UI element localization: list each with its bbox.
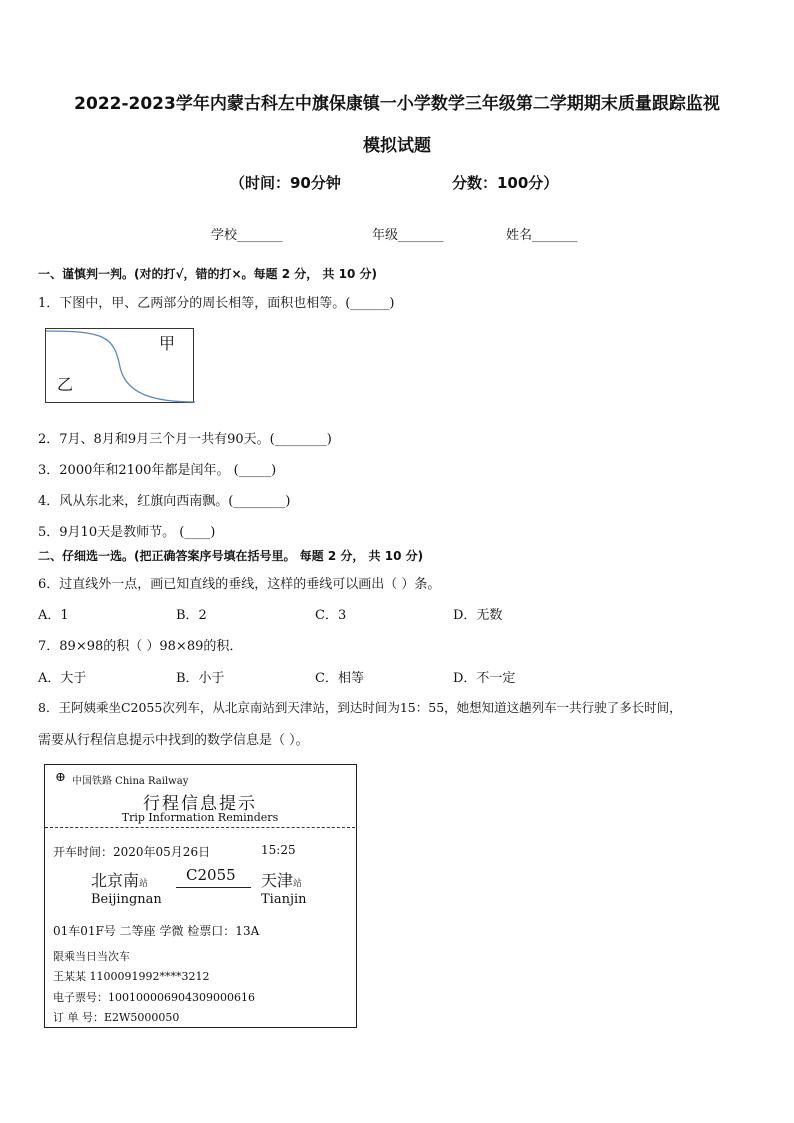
- school-field: 学校_______: [211, 228, 283, 243]
- ticket-title-en: Trip Information Reminders: [121, 811, 279, 824]
- question-1: 1．下图中，甲、乙两部分的周长相等，面积也相等。(______): [38, 296, 395, 311]
- q7-option-d: D．不一定: [453, 671, 516, 686]
- q7-option-b: B．小于: [176, 671, 225, 686]
- question-6: 6．过直线外一点，画已知直线的垂线，这样的垂线可以画出（ ）条。: [38, 577, 441, 592]
- seat-info: 01车01F号 二等座 学微 检票口：13A: [53, 924, 260, 938]
- passenger-info: 王某某 1100091992****3212: [53, 970, 210, 983]
- train-number: C2055: [186, 866, 236, 884]
- q7-option-a: A．大于: [38, 671, 87, 686]
- depart-date: 开车时间：2020年05月26日: [53, 845, 211, 859]
- section1-heading: 一、谨慎判一判。(对的打√，错的打×。每题 2 分， 共 10 分): [38, 267, 377, 281]
- question-3: 3．2000年和2100年都是闰年。 (_____): [38, 463, 277, 478]
- exam-time: （时间：90分钟: [230, 174, 341, 192]
- from-station-suffix: 站: [139, 879, 149, 889]
- from-station-en: Beijingnan: [91, 892, 162, 907]
- q7-option-c: C．相等: [315, 671, 364, 686]
- to-station-suffix: 站: [293, 879, 303, 889]
- page-title-line2: 模拟试题: [363, 136, 431, 156]
- question-5: 5．9月10天是教师节。 (____): [38, 525, 216, 540]
- order-number: 订 单 号：E2W5000050: [53, 1011, 180, 1024]
- section2-heading: 二、仔细选一选。(把正确答案序号填在括号里。 每题 2 分， 共 10 分): [38, 549, 424, 563]
- page-title-line1: 2022-2023学年内蒙古科左中旗保康镇一小学数学三年级第二学期期末质量跟踪监视: [74, 94, 720, 114]
- label-yi: 乙: [57, 375, 74, 394]
- question-2: 2．7月、8月和9月三个月一共有90天。(________): [38, 432, 332, 447]
- q6-option-d: D．无数: [453, 608, 503, 623]
- q6-option-b: B．2: [176, 608, 207, 623]
- ticket-limit: 限乘当日当次车: [53, 950, 130, 963]
- to-station-name: 天津: [261, 871, 294, 890]
- train-underline: [176, 887, 251, 888]
- question-8-line2: 需要从行程信息提示中找到的数学信息是（ ）。: [38, 733, 309, 748]
- exam-score: 分数：100分）: [452, 174, 559, 192]
- q6-option-a: A．1: [38, 608, 69, 623]
- question-8-line1: 8．王阿姨乘坐C2055次列车，从北京南站到天津站，到达时间为15：55，她想知道这趟列车一共行驶了多长时间，: [38, 700, 682, 715]
- railway-logo-icon: ⊕: [55, 770, 66, 785]
- name-field: 姓名_______: [506, 228, 578, 243]
- question-7: 7．89×98的积（ ）98×89的积．: [38, 639, 243, 654]
- railway-logo-text: 中国铁路 China Railway: [72, 776, 189, 787]
- question1-figure: [45, 328, 194, 403]
- depart-time: 15:25: [261, 843, 296, 857]
- to-station-en: Tianjin: [261, 892, 307, 907]
- question-4: 4．风从东北来，红旗向西南飘。(________): [38, 494, 291, 509]
- trip-ticket: [44, 764, 357, 1028]
- from-station: [91, 868, 148, 891]
- ticket-title-cn: 行程信息提示: [143, 794, 257, 814]
- to-station: [261, 868, 302, 891]
- dashed-divider: [45, 827, 355, 828]
- grade-field: 年级_______: [372, 228, 444, 243]
- eticket-number: 电子票号：100100006904309000616: [53, 991, 255, 1004]
- from-station-name: 北京南: [91, 871, 140, 890]
- label-jia: 甲: [159, 334, 176, 353]
- q6-option-c: C．3: [315, 608, 347, 623]
